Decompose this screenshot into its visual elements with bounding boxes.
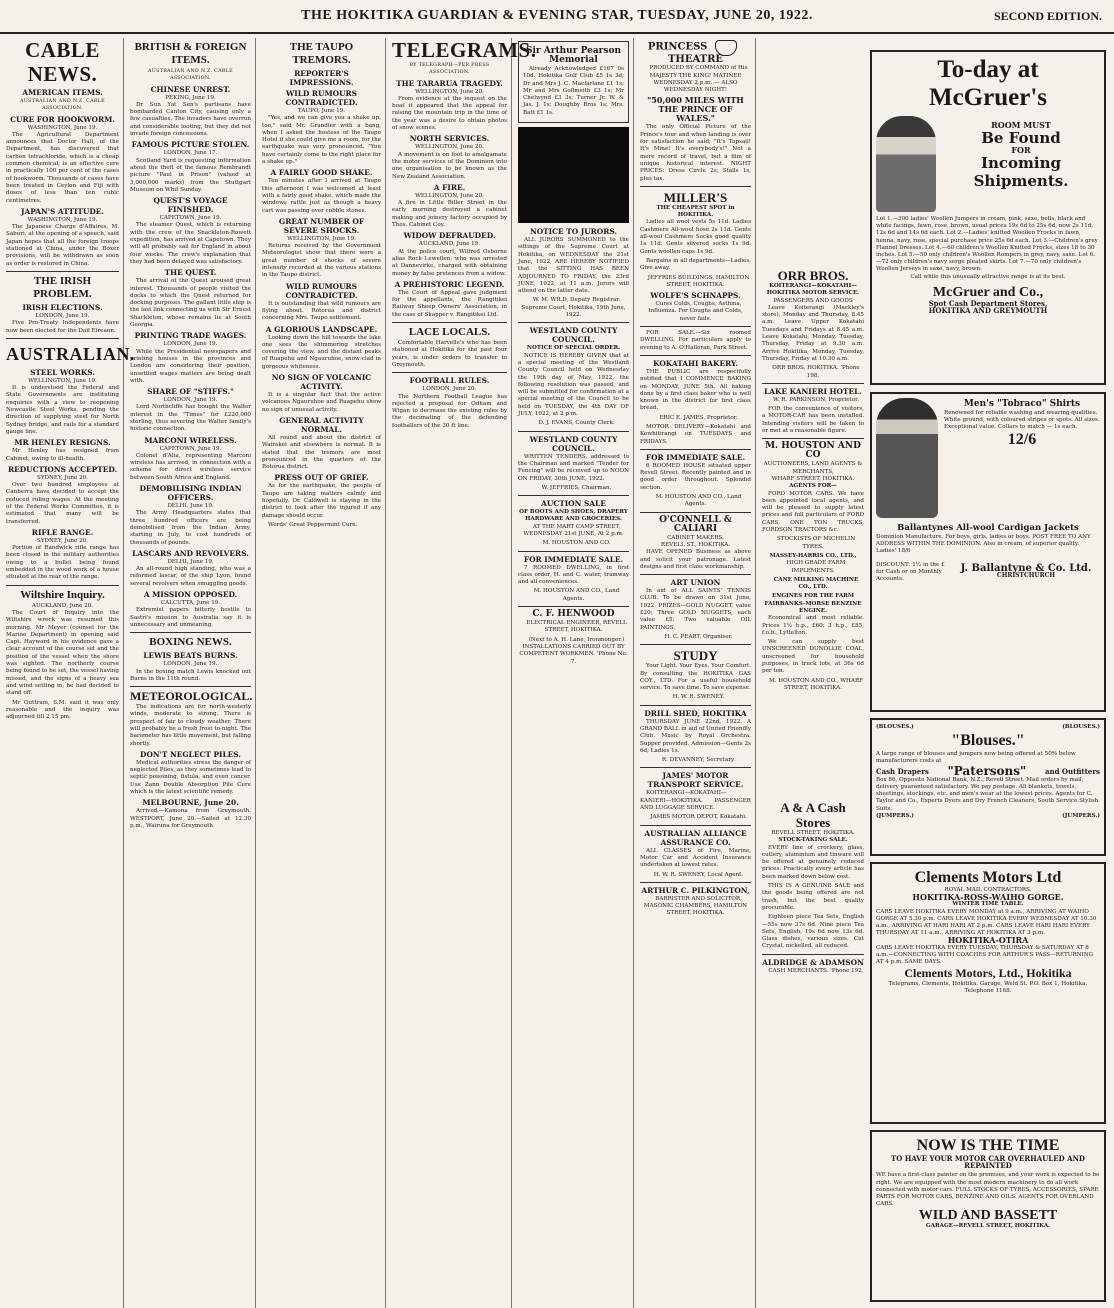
dateline: LONDON, June 19. xyxy=(163,341,218,348)
column-telegrams xyxy=(388,38,537,1308)
ad-text: Leave Koiterangi (Mackley's store), Monday and Thursday, 8.45 a.m. Leave Upper Kokatahi Tuesdays and Fridays at 8.45 a.m. Leave Kokatahi, Monday, Tuesday, Thursday, Friday at 9.30 a.m. Arrive Hokitika, Monday, Tuesday, Thursday, Friday at 10.30 a.m. xyxy=(762,304,864,362)
story-text: The arrival of the Quest aroused great interest. Thousands of people visited the docks to which the Quest returned for docking purposes. The gallant little ship is the last link connecting us with Sir Ernest Shackleton, whose remains lie at South Georgia. xyxy=(130,278,251,329)
story-heading: FAMOUS PICTURE STOLEN. xyxy=(131,140,250,150)
blouses-heading: "Blouses." xyxy=(951,732,1025,750)
story-heading: PRESS OUT OF GRIEF. xyxy=(274,473,369,483)
tobraco-heading: Men's "Tobraco" Shirts xyxy=(963,399,1081,409)
ad-signature: W. R. PARKINSON, Proprietor. xyxy=(772,396,859,403)
ad-text: Economical and most reliable. Prices 1½ h.p., £60; 3 h.p., £85, f.o.b., Lyttelton. xyxy=(762,615,864,636)
ad-text: CANE MILKING MACHINE CO., LTD. xyxy=(773,576,859,591)
ad-subheading: ENGINES FOR THE FARM xyxy=(771,593,855,600)
clements-schedule: WINTER TIME TABLE. xyxy=(952,901,1024,908)
ad-text: The only Official Picture of the Prince's tour and when landing is over for satisfaction he said; "It's Topsail! It's Mine! It's everybody's!" Not a mere record of travel, but a film of unique historical interest. NIGHT PRICES: Dress Circle 2s; Stalls 1s, plus tax. xyxy=(640,124,751,182)
story-heading: PRINTING TRADE WAGES. xyxy=(134,331,247,341)
notice-signature: M. HOUSTON AND CO., Land Agents. xyxy=(533,588,620,602)
story-text: An all-round high standing, who was a reformed lascar, of the ship Lyon, found several revolvers when smuggling goods. xyxy=(130,566,251,587)
mcgruer-line: FOR xyxy=(1011,145,1031,156)
dateline: WELLINGTON, June 19. xyxy=(287,235,356,242)
ad-text: KOITERANGI—KOKATAHI—KANIERI—HOKITIKA. PASSENGER AND LUGGAGE SERVICE. xyxy=(640,790,751,812)
ad-signature: JAMES MOTOR DEPOT, Kokatahi. xyxy=(650,814,747,821)
ad-signature: H. W. R. SWENEY, Local Agent. xyxy=(653,871,744,878)
blouses-advertisement xyxy=(870,718,1106,856)
notice-text: AT THE MART CAMP STREET, WEDNESDAY 21st JUNE, At 2 p.m. xyxy=(523,523,624,537)
story-text: Extremist papers bitterly hostile to Sastri's mission to Australia say it is unnecessary and unmeaning. xyxy=(130,607,251,628)
notice-text: ALL JURORS SUMMONED to the sittings of the Supreme Court at Hokitika, on WEDNESDAY the 21st June, 1922, ARE HEREBY NOTIFIED that the SITTING HAS BEEN ADJOURNED TO FRIDAY, the 23rd JUNE, 1922, at 11 a.m. Jurors will attend on the latter date. xyxy=(518,237,629,295)
dateline: TAUPO, June 19. xyxy=(297,108,346,114)
ad-text: FOR the convenience of visitors, a MOTOR-CAR has been installed. Intending visitors will be taken to or met at a reasonable figure. xyxy=(762,406,864,435)
story-heading: MELBOURNE, June 20. xyxy=(142,798,239,808)
story-heading: MARCONI WIRELESS. xyxy=(144,435,237,445)
ad-subheading: PASSENGERS AND GOODS xyxy=(773,297,853,304)
wild-bassett-advertisement xyxy=(870,1130,1106,1302)
story-text: It is understood the Federal and State Governments are instituting enquiries with a view to reopening Newcastle Steel Works, pending the direction of supplying steel for North Sydney bridge, and rails for a standard gauge line. xyxy=(6,385,119,435)
notice-signature: M. HOUSTON AND CO. xyxy=(542,540,611,547)
dateline: AUCKLAND, June 19. xyxy=(418,241,481,248)
now-time-sub: TO HAVE YOUR MOTOR CAR OVERHAULED AND REPAINTED xyxy=(891,1154,1085,1171)
ballantyne-firm: J. Ballantyne & Co. Ltd. xyxy=(960,563,1092,575)
ad-heading: FOR IMMEDIATE SALE. xyxy=(645,452,746,462)
story-text: "Yes, and we can give you a shake up, too," said Mr. Grandier with a bang, when I asked the hostess of the Taupo Hotel if she could give me a room, for the earthquake was very pronounced. "You have certainly come to the right place for a shake up." xyxy=(262,115,381,166)
american-items-heading: AMERICAN ITEMS. xyxy=(22,88,103,97)
story-heading: A MISSION OPPOSED. xyxy=(143,590,238,600)
clements-otira: HOKITIKA-OTIRA xyxy=(947,935,1029,946)
story-text: Medical authorities stress the danger of neglected Piles, as they sometimes lead to septic poisoning, fistula, and even cancer. Use Zann Double Absorption Pile Cure which is the latest scientific remedy. xyxy=(130,759,251,796)
notice-text: ELECTRICAL ENGINEER, REVELL STREET, HOKITIKA. xyxy=(526,620,627,634)
story-text: As for the earthquake, the people of Taupo are taking matters calmly and hopefully. Dr. Caldwell is staying in the district to look after the injured if any damage should occur. xyxy=(262,483,381,519)
story-heading: A FAIRLY GOOD SHAKE. xyxy=(270,168,373,178)
story-heading: JAPAN'S ATTITUDE. xyxy=(21,206,104,216)
notice-text: NOTICE IS HEREBY GIVEN that at a special meeting of the Westland County Council held on Wednesday the 19th day of May, 1922, the following resolution was passed, and will be submitted for confirmation at a special meeting of the Council to be held on TUESDAY, the 4th DAY OF JULY, 1922, at 2 p.m. xyxy=(518,352,629,418)
dateline: PEKING, June 19. xyxy=(165,94,216,101)
story-heading: CHINESE UNREST. xyxy=(150,84,231,94)
story-text: Mr Outtram, S.M. said it was only reasonable and the inquiry was adjourned till 2.15 pm. xyxy=(6,699,119,721)
story-heading: GREAT NUMBER OF SEVERE SHOCKS. xyxy=(278,216,365,235)
column-cable-news xyxy=(2,38,136,1308)
story-text: All round and about the district of Wairakei and elsewhere is normal. It is stated that the tremors are most pronounced in the quarters of the Rotorua district. xyxy=(262,434,381,471)
story-text: Scotland Yard is requesting information about the theft of the famous Rembrandt picture "Paul in Prison" (valued at 3,000,000 marks) from the Stuttgart Museum on Whit Sunday. xyxy=(130,157,251,193)
clements-motors-advertisement xyxy=(870,862,1106,1124)
story-text: Comfortable Harvelle's who has been stationed at Hokitika for the past four years, is under orders to transfer to Greymouth. xyxy=(392,340,507,368)
tobraco-price: 12/6 xyxy=(1007,430,1037,448)
dateline: CAPETOWN, June 19. xyxy=(159,445,222,452)
blouses-text: Box 86, Opposite National Bank, N.Z., Revell Street. Mail orders by mail, delivery guaranteed satisfactory. We pay postage. All blankets, towels, sheetings, stockings, etc. and men's wear at the lowest prices. Agents for C. Taylor and Co., Experts Dyers and Dry French Cleaners, South Service Stylish Suits. xyxy=(876,776,1099,812)
story-heading: STEEL WORKS. xyxy=(30,367,95,377)
story-heading: A PREHISTORIC LEGEND. xyxy=(394,279,505,289)
story-text: Five Pro-Treaty Independents have now been elected for the Dail Eireann. xyxy=(6,320,119,334)
ad-subheading: AUCTIONEERS, LAND AGENTS & MERCHANTS, xyxy=(763,461,863,475)
mcgruer-firm-location: HOKITIKA AND GREYMOUTH xyxy=(928,306,1048,316)
story-heading: CURE FOR HOOKWORM. xyxy=(10,114,115,124)
ad-text: Bargains in all departments—Ladies. Give away. xyxy=(640,257,751,272)
story-heading: FOOTBALL RULES. xyxy=(409,376,490,386)
column-notices xyxy=(514,38,634,1308)
notice-heading: NOTICE TO JURORS. xyxy=(529,227,618,237)
story-heading: A GLORIOUS LANDSCAPE. xyxy=(265,324,378,334)
ad-subheading: REVELL STREET, HOKITIKA. xyxy=(771,830,855,836)
dateline: AUCKLAND, June 20. xyxy=(31,602,94,609)
orr-bros-heading: ORR BROS. xyxy=(777,268,849,283)
aa-heading: A & A Cash Stores xyxy=(780,800,846,830)
tag-label: (JUMPERS.) xyxy=(876,812,914,819)
ad-text: Cures Colds, Coughs, Asthma, Influenza. For Coughs and Colds, never fails. xyxy=(648,301,743,322)
ad-text: PRODUCED BY COMMAND of His MAJESTY THE KING! MATINEE WEDNESDAY 2 p.m. — ALSO WEDNESDAY NIGHT! xyxy=(649,65,748,94)
story-text: The Court of Appeal gave judgment for the appellants, the Rangitikei Railway Sheep Owners' Association, in the case of Skapper v. Rangitikei Ltd. xyxy=(392,289,507,318)
dateline: WASHINGTON, June 19. xyxy=(27,124,98,131)
dateline: DELHI, June 19. xyxy=(167,558,214,565)
dateline: LONDON, June 19. xyxy=(163,397,218,404)
story-text: Returns received by the Government Meteorologist show that there were a great number of shocks of severe intensity recorded at the various stations in the Taupo district. xyxy=(262,243,381,279)
notice-signature: W. M. WILD, Deputy Registrar. Supreme Court, Hokitika, 19th June, 1922. xyxy=(521,297,626,319)
notice-subheading: OF BOOTS AND SHOES, DRAPERY HARDWARE AND GROCERIES. xyxy=(519,509,628,523)
ad-heading: JAMES' MOTOR TRANSPORT SERVICE. xyxy=(647,771,744,790)
story-heading: NORTH SERVICES. xyxy=(409,134,490,144)
clements-contact: Telegrams, Clements, Hokitika. Garage, Weld St. P.O. Box 1, Hokitika. Telephone 1168. xyxy=(888,981,1088,995)
story-heading: DON'T NEGLECT PILES. xyxy=(140,749,241,759)
british-foreign-heading: BRITISH & FOREIGN ITEMS. xyxy=(134,41,247,66)
story-subheading: REPORTER'S IMPRESSIONS. xyxy=(289,69,354,87)
dateline: WASHINGTON, June 19. xyxy=(27,216,98,223)
ad-heading: M. HOUSTON AND CO xyxy=(765,441,861,461)
ad-text: ALL CLASSES of Fire, Marine, Motor Car and Accident Insurance undertaken at lowest rates. xyxy=(640,847,751,869)
story-text: Arrived.—Kamona from Greymouth. WESTPORT, June 20.—Sailed at 12.30 p.m., Wairuna for Greymouth. xyxy=(130,808,251,829)
ad-text: HAVE OPENED Business as above and solicit your patronage. Latest designs and first class workmanship. xyxy=(640,549,751,570)
dateline: SYDNEY, June 20. xyxy=(37,537,88,544)
story-text: The Northern Football League has rejected a proposal for Odham and Wigan to decrease the existing rules by the decimating of the defending footballers of the 30 ft line. xyxy=(392,393,507,429)
dateline: WELLINGTON, June 20. xyxy=(415,192,484,199)
story-text: Lord Northcliffe has bought the Walter interest in the "Times" for £220,000 sterling, thus severing the Walter family's historic connection. xyxy=(130,404,251,433)
ad-heading: ALDRIDGE & ADAMSON xyxy=(762,957,864,967)
story-text: The indications are for north-westerly winds, moderate to strong. There is prospect of fair to cloudy weather. There will probably be a fresh frost to-night. The barometer has little movement, but falling shortly. xyxy=(130,704,251,747)
ad-subheading: KOITERANGI—KOKATAHI—HOKITIKA MOTOR SERVICE. xyxy=(766,283,860,297)
notice-heading: WESTLAND COUNTY COUNCIL. xyxy=(529,326,618,345)
dateline: WELLINGTON, June 20. xyxy=(415,144,484,151)
story-text: The Japanese Charge d'Affaires, M. Saburi, at the opening of a speech, said Japan hopes that all the foreign troops stationed at China, under the Boxer provisions, will be withdrawn as soon as order is restored in China. xyxy=(6,224,119,267)
ad-signature: M. HOUSTON AND CO., WHARF STREET, HOKITIKA. xyxy=(768,677,864,691)
story-heading: WILD RUMOURS CONTRADICTED. xyxy=(285,89,358,107)
ad-subheading: MASSEY-HARRIS CO., LTD., xyxy=(769,552,857,559)
mcgruer-line: Be Found xyxy=(981,129,1061,148)
ad-text: THIS IS A GENUINE SALE and the goods being offered are not trash, but the best quality procurable. xyxy=(762,883,864,911)
clements-text: CARS LEAVE HOKITIKA EVERY MONDAY at 9 a.m., ARRIVING AT WAIHO GORGE AT 5.30 p.m. CARS LEAVE HOKITIKA EVERY WEDNESDAY AT 10.30 a.m., ARRIVING AT HARI HARI AT 2 p.m. CARS LEAVE HARI HARI EVERY THURSDAY AT 11 a.m., ARRIVING AT HOKITIKA AT 3 p.m. xyxy=(876,908,1097,937)
ad-subheading: REVELL ST., HOKITIKA. xyxy=(660,541,731,548)
princess-label: PRINCESS xyxy=(647,41,708,53)
ad-text: EVERY line of crockery, glass, cutlery, aluminium and tinware will be offered at genuinely reduced prices. Practically every article has been marked down below cost. xyxy=(762,844,864,880)
notice-heading: C. F. HENWOOD xyxy=(532,609,615,620)
ad-text: THE PUBLIC are respectfully notified that I COMMENCE BAKING on MONDAY, JUNE 5th. All baking done by a first class baker who is well known in the district for first class bread. xyxy=(640,368,751,412)
ad-heading: AUSTRALIAN ALLIANCE ASSURANCE CO. xyxy=(644,828,747,847)
dateline: CAPETOWN, June 19. xyxy=(159,215,222,222)
ad-text: BARRISTER AND SOLICITOR, MASONIC CHAMBERS, HAMILTON STREET, HOKITIKA. xyxy=(643,895,748,917)
story-text: A movement is on foot to amalgamate the motor services of the Dominion into one organisation to be known as the New Zealand Association. xyxy=(392,151,507,180)
mcgruer-footnote: Call while this unusually attractive range is at its best. xyxy=(910,273,1066,280)
film-title: "50,000 MILES WITH THE PRINCE OF WALES." xyxy=(647,95,744,124)
story-heading: REDUCTIONS ACCEPTED. xyxy=(7,464,118,474)
clements-sub: ROYAL MAIL CONTRACTORS. xyxy=(944,887,1032,893)
ad-text: 6 ROOMED HOUSE situated upper Revell Street. Recently painted and in good order throughout. Splendid section. xyxy=(640,462,751,491)
column-advertisements xyxy=(636,38,756,1308)
mcgruer-line: ROOM MUST xyxy=(991,120,1051,130)
story-heading: THE QUEST. xyxy=(164,268,217,278)
story-text: The Agricultural Department announces that Doctor Hall, of the Department, has discovered that carbon tetrachloride, which is a cheap common chemical, is an effective cure in practically 100 per cent of the cases of hookworm. Thousands of cases have been treated in Ceylon and Fiji with doses of less than ten cubic centimetres. xyxy=(6,131,119,204)
clements-route: HOKITIKA-ROSS-WAIHO GORGE. xyxy=(912,892,1064,903)
story-heading: DEMOBILISING INDIAN OFFICERS. xyxy=(139,484,242,503)
ballantyne-city: CHRISTCHURCH xyxy=(996,572,1056,580)
ad-heading: DRILL SHED, HOKITIKA xyxy=(644,708,747,718)
association-line: AUSTRALIAN AND N.Z. CABLE ASSOCIATION. xyxy=(20,99,105,112)
lady-illustration-icon xyxy=(876,116,936,212)
story-heading: LASCARS AND REVOLVERS. xyxy=(132,548,249,558)
story-heading: LEWIS BEATS BURNS. xyxy=(143,651,238,661)
ad-text: HIGH GRADE FARM IMPLEMENTS. xyxy=(786,560,846,574)
meteorological-heading: METEOROLOGICAL. xyxy=(130,689,253,704)
cardigan-heading: Ballantynes All-wool Cardigan Jackets xyxy=(897,523,1079,533)
notice-text: (Next to A. H. Lane, Ironmonger.) INSTALLATIONS CARRIED OUT BY COMPETENT WORKMEN. 'Phone No. 7. xyxy=(519,636,628,665)
story-text: Mr Henley has resigned from Cabinet, owing to ill-health. xyxy=(6,448,119,462)
story-text: Over two hundred employees at Canberra have decided to accept the reduced ruling wages. At the meeting of the Federal Works Committee, it is estimated that many will be transferred. xyxy=(6,482,119,525)
clements-firm: Clements Motors, Ltd., Hokitika xyxy=(904,966,1072,981)
clements-text: CARS LEAVE HOKITIKA EVERY TUESDAY, THURSDAY & SATURDAY AT 8 a.m.—CONNECTING WITH COACHES FOR ARTHUR'S PASS—RETURNING AT 4 p.m. SAME DAYS. xyxy=(876,944,1094,966)
pearson-memorial-notice xyxy=(518,41,629,123)
ballantyne-advertisement xyxy=(870,392,1106,712)
mcgruer-line: Incoming xyxy=(980,154,1062,173)
association-line: BY TELEGRAPH—PER PRESS ASSOCIATION. xyxy=(409,63,490,76)
ad-text: MOTOR DELIVERY—Kokatahi and Kowhitirangi on TUESDAYS and FRIDAYS. xyxy=(640,423,751,445)
wild-bassett-sub: GARAGE—REVELL STREET, HOKITIKA. xyxy=(925,1223,1051,1230)
ad-text: FOR SALE.—Six roomed DWELLING. For particulars apply to evening to A. O'Halloran, Park Street. xyxy=(640,330,751,351)
tag-label: (BLOUSES.) xyxy=(876,724,914,730)
ad-text: JEFFRIES BUILDINGS, HAMILTON STREET, HOKITIKA. xyxy=(647,274,750,288)
dateline: LONDON, June 17. xyxy=(163,150,218,157)
cable-news-heading: CABLE NEWS. xyxy=(25,38,100,86)
ad-signature: ERIC E. JAMES, Proprietor. xyxy=(659,414,738,421)
newspaper-title: THE HOKITIKA GUARDIAN & EVENING STAR, TUESDAY, JUNE 20, 1922. xyxy=(301,8,813,23)
story-text: The Army Headquarters states that three hundred officers are being demobilised from the Indian Army, starting in July, to cost hundreds of thousands of pounds. xyxy=(130,510,251,546)
notice-subheading: NOTICE OF SPECIAL ORDER. xyxy=(526,345,621,352)
wild-bassett-firm: WILD AND BASSETT xyxy=(918,1208,1058,1224)
ad-text: We can supply best UNSCREENED DUNOLLIE COAL, unscreened for household purposes, in truck lots, at 36s 6d per ton. xyxy=(762,639,864,675)
now-time-text: WE have a first-class painter on the premises, and your work is expected to be right. We are equipped with the most modern machinery to do all work connected with motor cars. FULL STOCKS OF TYRES, ACCESSORIES, SPARE PARTS FOR MOTOR CARS, BENZINE AND OILS. AGENTS FOR OVERLAND CARS. xyxy=(876,1172,1100,1208)
notice-signature: W. JEFFRIES, Chairman. xyxy=(541,484,612,491)
dateline: CALCUTTA, June 19. xyxy=(160,600,221,607)
notice-text: WRITTEN TENDERS, addressed to the Chairman and marked "Tender for Fencing" will be received up to NOON ON FRIDAY, 30th JUNE, 1922. xyxy=(518,453,629,482)
patersons-label: "Patersons" xyxy=(947,763,1027,778)
ad-text: FORD MOTOR CARS. We have been appointed local agents, and will be pleased to supply latest prices and full particulars of FORD CARS, ONE TON TRUCKS, FORDSON TRACTORS &c. xyxy=(762,490,864,534)
dateline: SYDNEY, June 20. xyxy=(37,474,88,481)
ad-subheading: WHARF STREET, HOKITIKA. xyxy=(771,475,855,482)
ad-text: Eighteen piece Tea Sets, English—55s now 37s 6d. Nine piece Tea Sets, English, 19s 6d now 13s 6d. Glass dishes, various sizes. Cut Crystal, nickelled, all reduced. xyxy=(762,914,864,950)
ad-subheading: FAIRBANKS-MORSE BENZINE ENGINE. xyxy=(764,600,862,614)
ad-text: THURSDAY JUNE 22nd, 1922. A GRAND BALL in aid of United Friendly Club. Music by Royal Orchestra. Supper provided. Admission—Gents 2s 6d; Ladies 1s. xyxy=(640,718,751,754)
dateline: LONDON, June 19. xyxy=(163,661,218,668)
lace-locals-heading: LACE LOCALS. xyxy=(408,326,491,339)
notice-heading: Sir Arthur Pearson Memorial xyxy=(525,46,622,65)
study-heading: STUDY xyxy=(673,648,718,664)
dateline: WELLINGTON, June 19. xyxy=(28,377,97,384)
story-text: The Court of Inquiry into the Wiltshire wreck was resumed this morning. Mr Meyer (counsel for the Marine Department) in opening said Capt. Hayward in his evidence gave a clear account of the course set and the position of the vessel when the shore was sighted. The northerly course being found to be set, the vessel having missed, and the signs of a heavy sea and wind setting in, he had decided to stand off. xyxy=(6,609,119,697)
australian-heading: AUSTRALIAN. xyxy=(6,343,136,364)
story-text: At the police court, Wilfred Osborne alias Rock Lewellen, who was arrested at Dannevirke, charged with obtaining money by false pretences from a widow. xyxy=(392,248,507,277)
column-british-foreign xyxy=(126,38,256,1308)
ad-heading: O'CONNELL & CALIARI xyxy=(659,514,732,534)
wiltshire-inquiry-heading: Wiltshire Inquiry. xyxy=(20,588,105,601)
dateline: WELLINGTON, June 20. xyxy=(415,88,484,95)
aa-cash-stores-ad xyxy=(758,800,868,1308)
story-heading: THE TARARUA TRAGEDY. xyxy=(396,78,503,88)
notice-text: 7 ROOMED DWELLING, in first class order, H. and C. water, tramway and all conveniences. xyxy=(518,564,629,586)
boxing-news-heading: BOXING NEWS. xyxy=(149,636,232,649)
millers-heading: MILLER'S xyxy=(663,189,728,205)
ad-signature: H. C. PEART, Organiser. xyxy=(664,633,733,640)
story-heading: MR HENLEY RESIGNS. xyxy=(14,438,111,448)
story-heading: SHARE OF "STIFFS." xyxy=(147,387,234,397)
tag-label: (JUMPERS.) xyxy=(1062,812,1100,819)
story-heading: A FIRE. xyxy=(433,182,466,192)
ad-text: Your Light. Your Eyes. Your Comfort. By consulting the HOKITIKA GAS COY., LTD. For a useful household service. To save time. To save expense. xyxy=(640,663,751,692)
story-text: It is a singular fact that the active volcanoes Ngauruhoe and Ruapehu show no sign of unusual activity. xyxy=(262,392,381,413)
discount-text: DISCOUNT: 1½ in the £ for Cash or on Monthly Accounts. xyxy=(876,561,945,583)
ad-heading: KOKATAHI BAKERY. xyxy=(653,358,738,368)
ad-signature: ORR BROS, HOKITIKA. 'Phone 198. xyxy=(772,365,860,379)
notice-signature: D. J. EVANS, County Clerk. xyxy=(538,420,615,427)
tag-label: (BLOUSES.) xyxy=(1062,724,1100,730)
tobraco-text: Renowned for reliable washing and wearing qualities. White ground, with coloured stripes or spots. All sizes. Exceptional value. Collars to match — 1s each. xyxy=(944,410,1100,431)
dateline: LONDON, June 20. xyxy=(422,386,477,393)
telegrams-heading: TELEGRAMS. xyxy=(392,38,537,62)
notice-heading: WESTLAND COUNTY COUNCIL. xyxy=(529,434,618,453)
outfitters-label: and Outfitters xyxy=(1044,766,1100,776)
ad-heading: ART UNION xyxy=(670,578,721,588)
story-text: Looking down the hill towards the lake one sees the shimmering stretches covering the view, and the distant peaks of Ruapehu and Ngauruhoe, snow-clad in gorgeous whiteness. xyxy=(262,334,381,370)
ad-signature: H. W. R. SWENEY. xyxy=(672,694,725,701)
mcgruer-line: Shipments. xyxy=(973,172,1069,191)
ad-signature: M. HOUSTON AND CO., Land Agents. xyxy=(655,494,742,508)
mcgruer-heading: To-day at McGruer's xyxy=(928,56,1047,111)
story-text: Ten minutes after I arrived at Taupo this afternoon I was welcomed at least with a fairly good shake, which made the windows rattle just as though a heavy cart was passing over cobble stones. xyxy=(262,178,381,214)
mcgruer-firm: McGruer and Co., xyxy=(932,284,1044,300)
ad-signature: R. DEVANNEY, Secretary. xyxy=(661,757,736,764)
story-text: It is outstanding that wild rumours are flying about. Rotorua and district concerning Mrs. Taupo settlement. xyxy=(262,300,381,322)
ad-text: CASH MERCHANTS. 'Phone 192. xyxy=(768,967,864,974)
princess-theatre-header xyxy=(640,40,751,65)
ad-heading: ARTHUR C. PILKINGTON, xyxy=(641,885,750,895)
mcgruer-advertisement xyxy=(870,50,1106,385)
ad-heading: LAKE KANIERI HOTEL. xyxy=(764,386,862,396)
story-text: From evidence at the inquest on the boat it appeared that the appeal for raising the mountain trip in the time of the year was a desire to obtain photos of snow scenes. xyxy=(392,95,507,132)
golfer-illustration-icon xyxy=(876,398,938,518)
dateline: LONDON, June 19. xyxy=(35,312,90,319)
cash-drapers-label: Cash Drapers xyxy=(876,766,929,776)
masthead xyxy=(0,0,1114,34)
story-heading: NO SIGN OF VOLCANIC ACTIVITY. xyxy=(271,373,372,392)
notice-text: Already Acknowledged £167 0s 10d. Hokitika Golf Club £5 1s 3d; Dr and Mrs J. C. Macfarlane £1 1s; Mr and Mrs Gollmeith £3 1s; Mr Chelwynd £3 3s; Turner Jr. W. & Jas. J. 1s; Doughby Bros 1s; Mrs. Batt £1 1s. xyxy=(523,66,624,116)
story-text: Words' Great Peppermint Cure. xyxy=(268,521,358,528)
dateline: DELHI, June 19. xyxy=(167,503,214,510)
ad-subheading: STOCK-TAKING SALE. xyxy=(778,837,848,844)
story-text: Portion of Randwick rifle range has been closed in the military authorities owing to a bullet being found embedded in the wood work of a house situated at the rear of the range. xyxy=(6,545,119,581)
taupo-tremors-heading: THE TAUPO TREMORS. xyxy=(289,41,354,66)
cardigan-text: Dominion Manufacture. For boys, girls, ladies or boys. POST FREE TO ANY ADDRESS WITHIN THE DOMINION. Also in cream, of superior quality. Ladies' 18/6 xyxy=(876,534,1091,555)
column-taupo-tremors xyxy=(258,38,386,1308)
ad-subheading: THE CHEAPEST SPOT in HOKITIKA. xyxy=(656,204,735,219)
story-heading: QUEST'S VOYAGE FINISHED. xyxy=(153,196,228,215)
blouses-text: A large range of blouses and jumpers now being offered at 50% below manufacturers costs at xyxy=(876,751,1076,765)
notice-heading: FOR IMMEDIATE SALE. xyxy=(523,554,624,564)
notice-heading: AUCTION SALE xyxy=(541,499,606,509)
ad-text: STOCKISTS OF MICHELIN TYRES. xyxy=(776,536,856,550)
ad-subheading: AGENTS FOR— xyxy=(789,483,837,490)
story-text: In the boxing match Lewis knocked out Burns in the 11th round. xyxy=(130,668,251,682)
story-text: Dr Sun Yat Sen's partisans have bombarded Canton City, causing only a few casualties. The invaders have overrun and considerable looting, but they did not invade foreign concessions. xyxy=(130,101,251,138)
clements-heading: Clements Motors Ltd xyxy=(914,869,1062,886)
story-heading: WIDOW DEFRAUDED. xyxy=(403,231,496,241)
story-heading: WILD RUMOURS CONTRADICTED. xyxy=(285,281,358,300)
edition-label: SECOND EDITION. xyxy=(993,9,1102,23)
theatre-label: THEATRE xyxy=(667,54,724,65)
redacted-block xyxy=(518,127,629,223)
association-line: AUSTRALIAN AND N.Z. CABLE ASSOCIATION. xyxy=(148,69,233,82)
ad-text: In aid of ALL SAINTS' TENNIS CLUB. To be drawn on 31st June, 1922. PRIZES—GOLD NUGGET, value £20; Three GOLD NUGGETS, each value £5; Two valuable OIL PAINTINGS. xyxy=(640,588,751,631)
story-text: Colonel d'Alia, representing Marconi wireless has arrived, in connection with a scheme for direct wireless service between South Africa and England. xyxy=(130,452,251,481)
story-text: While the Presidential newspapers and printing houses in the provinces and London are considering their position, unsettled wages matters are being dealt with. xyxy=(130,348,251,384)
ad-text: Ladies all wool vests 5s 11d. Ladies Cashmere All-wool hose 2s 11d. Gents all-wool Cashmere Socks good quality 1s 11d. Gents silvered socks 1s 9d. Gents woollen caps 1s 9d. xyxy=(640,219,751,255)
now-time-heading: NOW IS THE TIME xyxy=(916,1137,1060,1154)
mcgruer-firm-sub: Spot Cash Department Stores, xyxy=(928,298,1048,308)
ad-heading: WOLFE'S SCHNAPPS. xyxy=(650,291,741,301)
ad-subheading: CABINET MAKERS. xyxy=(667,534,724,541)
story-text: The steamer Quest, which is returning with the crew of the Shackleton-Rowett expedition, has arrived at Capetown. They will all probably sail for England in about four weeks. The crew's explanation that they had been delayed was satisfactory. xyxy=(130,222,251,265)
story-heading: GENERAL ACTIVITY NORMAL. xyxy=(279,415,364,434)
story-heading: IRISH ELECTIONS. xyxy=(22,302,103,312)
irish-problem-heading: THE IRISH PROBLEM. xyxy=(33,274,92,300)
story-text: A fire in Little Biller Street in the early morning destroyed a cabinet making and joinery factory occupied by Thos. Cabinet Coy. xyxy=(392,200,507,229)
story-heading: RIFLE RANGE. xyxy=(31,527,94,537)
mcgruer-lot-list: Lot 1.—300 ladies' Woollen Jumpers in cream, pink, saxe, bells, black and white facings, fawn, rose, brown, usual prices 19s 6d to 25s 6d, now 2s 11d, 12s 6d and 14s 6d each. Lot 2.—Ladies' knitted Woollen Frocks in fawn, henna, navy, rose, special purchase price 25s 6d each. Lot 3.—Children's grey Flannel Dresses. Lot 4.—60 children's Woollen Knitted Frocks, sizes 18 to 30 inches. Lot 5.—50 only children's Woollen Rompers in grey, navy, saxe. Lot 6.—72 only children's navy serge pleated skirts. Lot 7.—70 only children's Woollen Jerseys in saxe, navy, brown. xyxy=(876,216,1098,273)
